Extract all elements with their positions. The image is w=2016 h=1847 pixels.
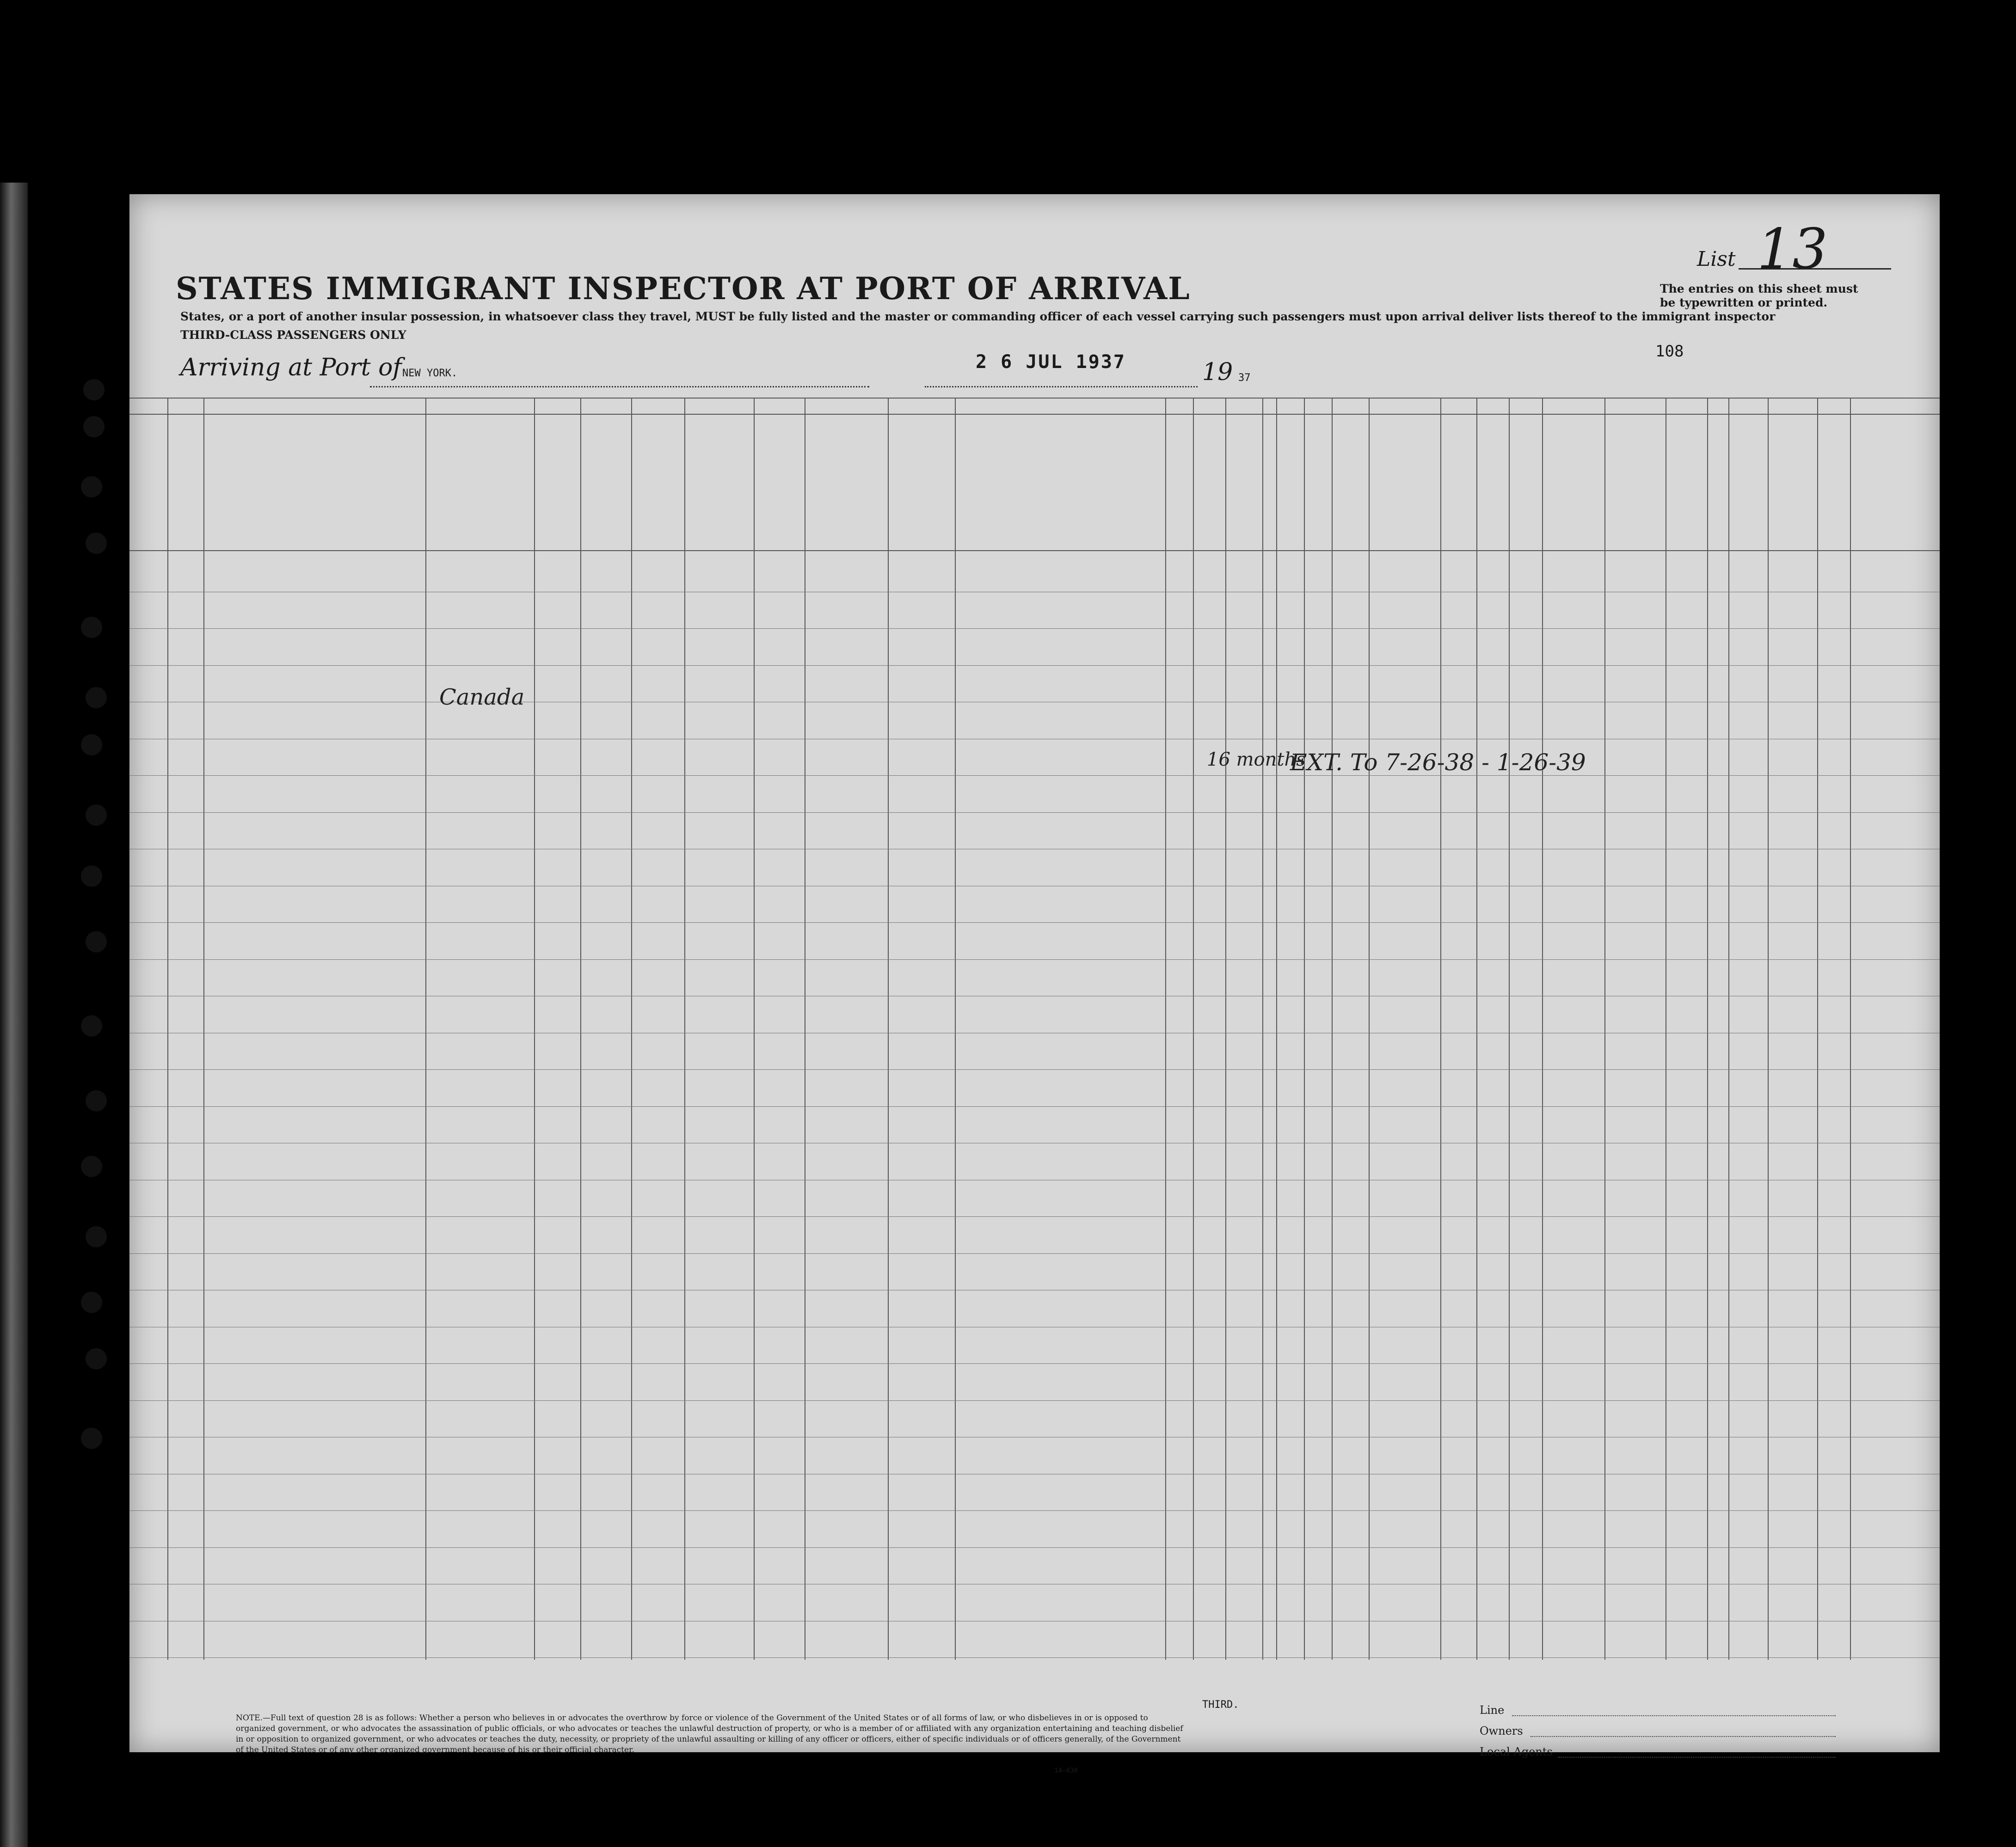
instructions: States, or a port of another insular possession, in whatsoever class they travel, MUST be fully listed and the master or commanding officer of each vessel carrying such passengers must upon arrival deliver lists thereof to the immigrant inspector [180,310,1776,323]
table-row [129,1621,1940,1658]
table-row [129,1106,1940,1143]
year-suffix: 37 [1238,372,1251,384]
table-row [129,1033,1940,1070]
table-row [129,1400,1940,1437]
owners-field [1530,1736,1836,1737]
binder-hole [81,865,102,887]
sheet-title: STATES IMMIGRANT INSPECTOR AT PORT OF ARRIVAL [176,270,1191,307]
col-excluded [1479,425,1506,546]
list-number: 13 [1757,217,1828,282]
adjacent-page-edge [0,183,28,1847]
binder-hole [83,379,104,400]
col-purpose-return [1168,453,1193,546]
table-row [129,1363,1940,1400]
col-ticket [536,439,578,546]
table-row [129,1510,1940,1547]
table-row [129,628,1940,665]
col-anarchist [1334,425,1366,541]
table-row [129,1216,1940,1253]
table-row [129,1253,1940,1290]
binder-hole [86,1090,107,1111]
table-row [129,996,1940,1033]
year-line [925,386,1198,387]
binder-hole [81,1156,102,1177]
table-row [129,775,1940,812]
footnote: NOTE.—Full text of question 28 is as follows: Whether a person who believes in or advocates the overthrow by force or violence of the Government of the United States or of all forms of law, or who disbelieves in or is opposed to organized government, or who advocates the assassination of public officials, or who advocates or teaches the unlawful destruction of property, or who is a member of or affiliated with any organization entertaining and teaching disbelief in or opposition to organized government, or who advocates or teaches the duty, necessity, or propriety of the unlawful assaulting or killing of any officer or officers, either of specific individuals or of officers generally, of the Government of the United States or of any other organized government because of his or their official character. [236,1713,1183,1755]
year-prefix: 19 [1202,358,1233,386]
sheet-number: 108 [1655,342,1684,361]
manifest-sheet [129,194,1940,1774]
port-line [370,386,869,387]
table-row [129,886,1940,923]
col-purpose-length [1195,453,1223,546]
class-line: THIRD-CLASS PASSENGERS ONLY [180,328,406,342]
col-polygamist [1306,425,1329,541]
table-row [129,702,1940,739]
handwritten-canada: Canada [439,684,525,710]
col-arrested [1511,425,1540,546]
binder-hole [86,687,107,708]
entries-note: The entries on this sheet must be typewritten or printed. [1660,282,1858,309]
table-row [129,555,1940,592]
header-rule [129,414,1940,415]
table-row [129,1180,1940,1217]
binder-hole [83,416,104,437]
binder-hole [81,617,102,638]
col-overthrow [1371,425,1438,546]
header-rule [129,550,1940,551]
table-row [129,1069,1940,1106]
extension-annotation: EXT. To 7-26-38 - 1-26-39 [1290,749,1586,776]
col-complexion [1709,472,1727,527]
table-row [129,812,1940,849]
arriving-label: Arriving at Port of [180,354,402,381]
table-row [129,1290,1940,1327]
owners-label: Owners [1480,1724,1523,1737]
handwritten-months: 16 months [1207,749,1306,770]
header-rule [129,398,1940,399]
binder-hole [86,1226,107,1247]
binder-hole [86,931,107,952]
table-row [129,1143,1940,1180]
date-stamp: 2 6 JUL 1937 [976,351,1126,373]
table-row [129,1584,1940,1621]
row-rule [129,1657,1940,1658]
binder-hole [81,734,102,755]
agents-label: Local Agents [1480,1745,1553,1758]
table-row [129,1474,1940,1511]
table-row [129,1437,1940,1474]
list-underline [1739,268,1891,270]
binder-hole [86,804,107,826]
binder-hole [81,1428,102,1449]
table-row [129,1327,1940,1364]
table-row [129,592,1940,629]
third-label: THIRD. [1202,1699,1239,1711]
line-label: Line [1480,1704,1505,1717]
line-field [1512,1715,1836,1716]
table-row [129,739,1940,776]
col-fifty-dollars [633,439,680,546]
table-row [129,665,1940,702]
col-prison [1265,425,1302,546]
table-row [129,922,1940,959]
col-purpose-citizen [1228,453,1260,546]
binder-hole [81,1292,102,1313]
table-row [129,959,1940,996]
table-row [129,849,1940,886]
binder-hole [86,1348,107,1369]
col-labor-offer [1443,425,1475,546]
form-code: 14—430 [1054,1767,1078,1774]
binder-hole [86,533,107,554]
binder-hole [81,1015,102,1037]
list-label: List [1697,247,1736,271]
port-value: NEW YORK. [402,368,458,379]
binder-hole [81,476,102,497]
table-row [129,1547,1940,1584]
agents-field [1558,1757,1836,1758]
